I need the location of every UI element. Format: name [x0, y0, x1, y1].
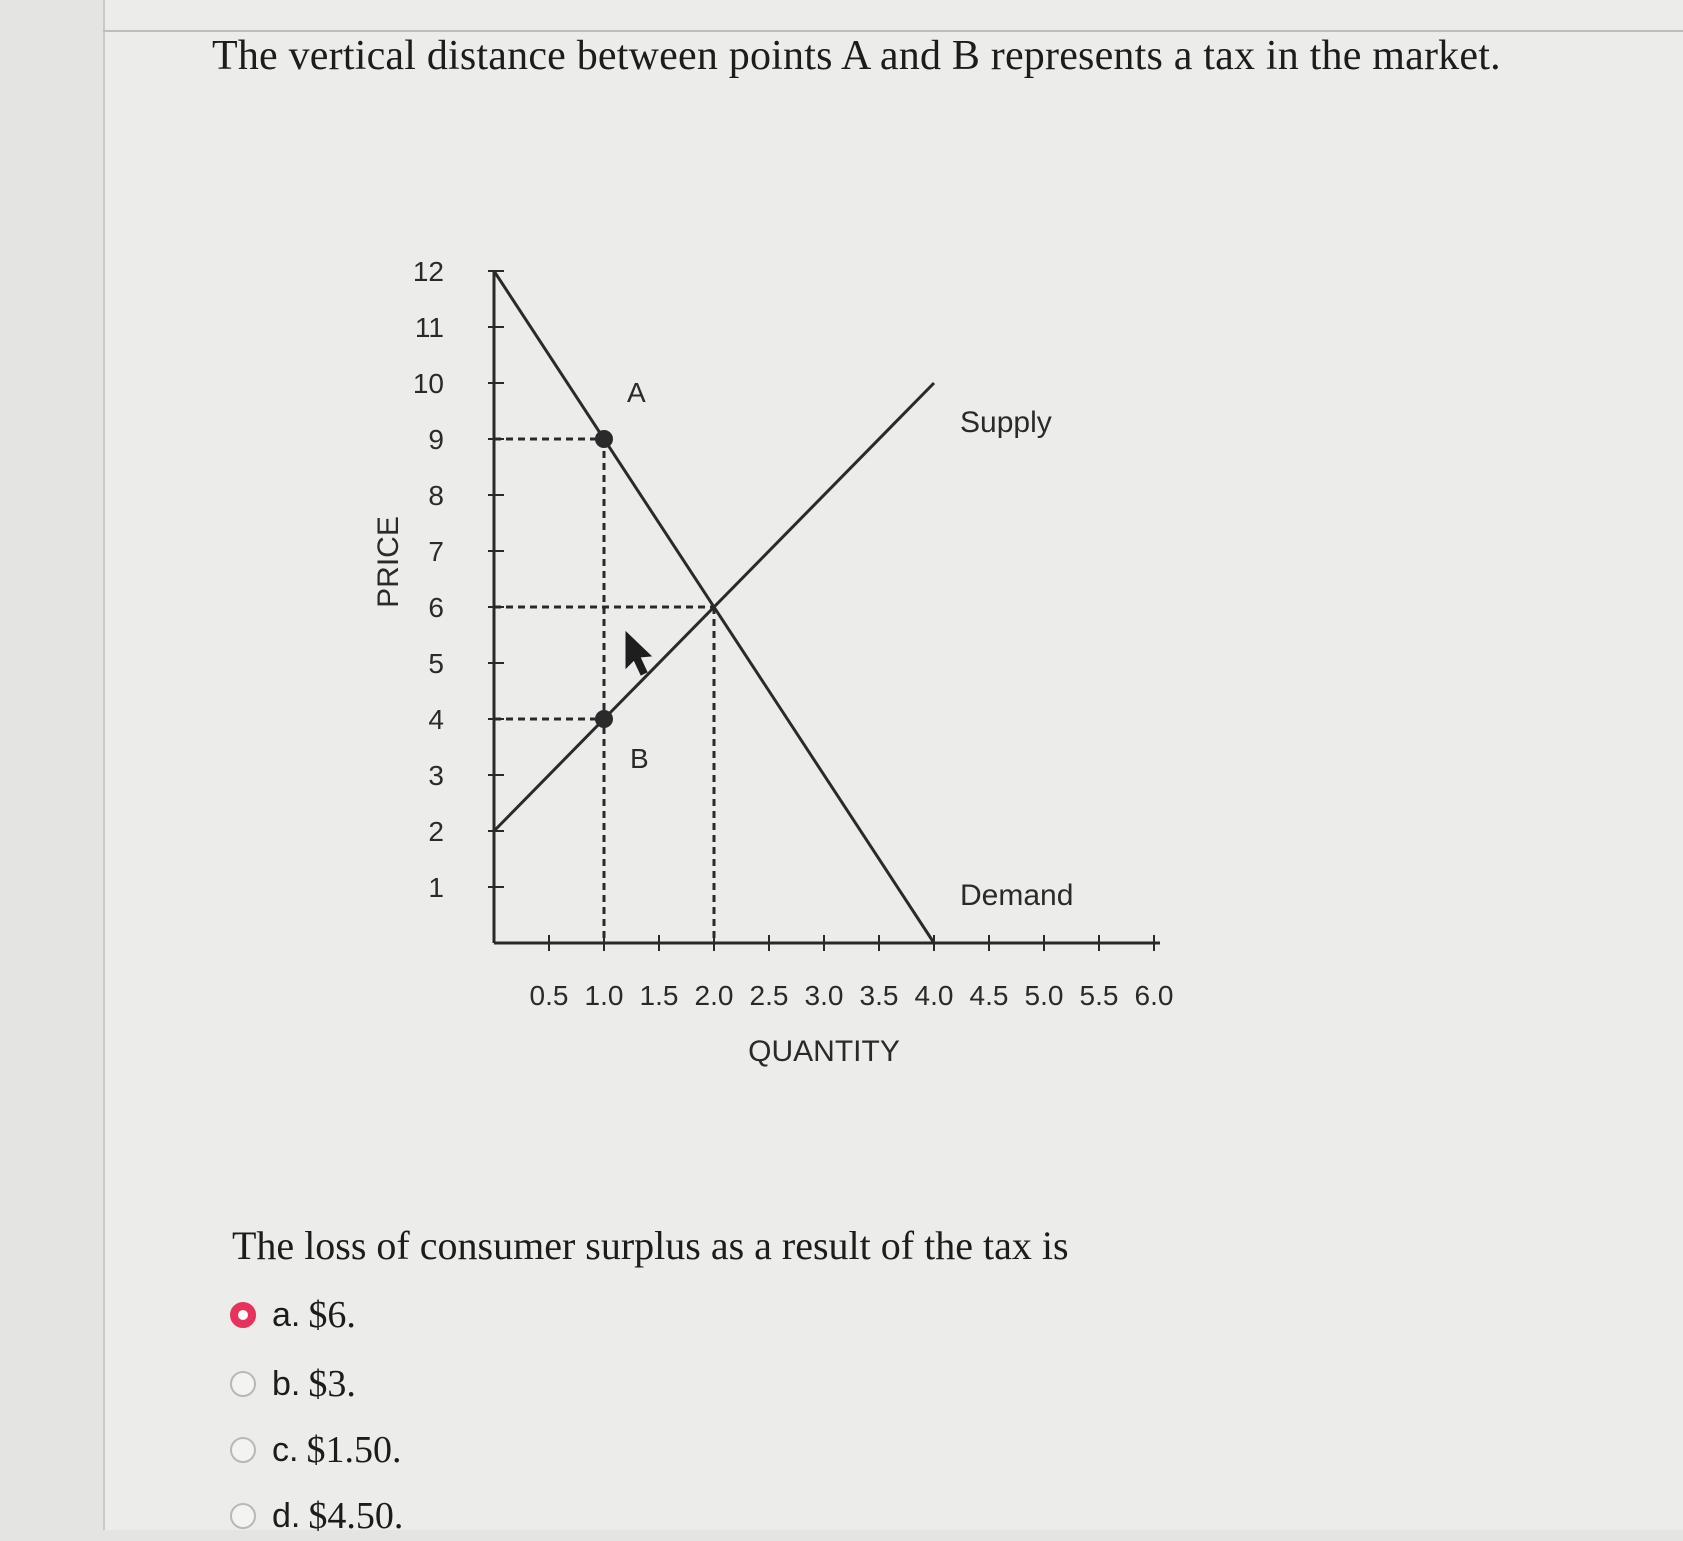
option-b-radio[interactable]: [230, 1371, 256, 1397]
x-tick-label: 0.5: [529, 980, 569, 1011]
option-b-value: $3.: [308, 1363, 356, 1405]
point-label-a: A: [627, 377, 646, 408]
x-axis-label: QUANTITY: [748, 1035, 900, 1068]
subquestion-text: The loss of consumer surplus as a result of the tax is: [232, 1223, 1069, 1268]
x-tick-label: 4.0: [914, 980, 954, 1011]
x-tick-label: 3.0: [804, 980, 844, 1011]
option-b-letter: b.: [272, 1364, 301, 1403]
x-tick-label: 2.0: [694, 980, 734, 1011]
y-tick-label: 1: [428, 872, 444, 903]
option-c[interactable]: [230, 1425, 401, 1475]
y-tick-label: 2: [428, 816, 444, 847]
y-tick-label: 3: [428, 760, 444, 791]
series-label-supply: Supply: [960, 406, 1052, 439]
x-tick-label: 3.5: [859, 980, 899, 1011]
y-axis-label: PRICE: [372, 516, 405, 608]
x-tick-label: 6.0: [1134, 980, 1174, 1011]
x-tick-label: 5.5: [1079, 980, 1119, 1011]
option-d[interactable]: [230, 1491, 403, 1541]
x-tick-group: [530, 935, 1174, 1011]
point-b: [595, 710, 613, 728]
option-a-value: $6.: [308, 1294, 356, 1336]
option-a-radio[interactable]: [230, 1302, 256, 1328]
y-tick-label: 6: [428, 592, 444, 623]
option-c-letter: c.: [272, 1430, 299, 1469]
y-tick-group: [413, 256, 504, 903]
option-b[interactable]: [230, 1359, 356, 1409]
y-tick-label: 12: [412, 256, 444, 287]
mouse-cursor-icon: [626, 632, 651, 675]
x-tick-label: 1.5: [639, 980, 679, 1011]
point-a: [595, 430, 613, 448]
option-a[interactable]: [230, 1290, 356, 1340]
option-c-radio[interactable]: [230, 1437, 256, 1463]
x-tick-label: 4.5: [969, 980, 1009, 1011]
option-a-letter: a.: [272, 1295, 301, 1334]
question-text: The vertical distance between points A and B represents a tax in the market.: [212, 33, 1501, 79]
option-d-value: $4.50.: [308, 1495, 404, 1537]
option-d-letter: d.: [272, 1496, 301, 1535]
y-tick-label: 5: [428, 648, 444, 679]
y-tick-label: 11: [414, 312, 444, 343]
y-tick-label: 8: [428, 480, 444, 511]
y-tick-label: 7: [428, 536, 444, 567]
reference-line-group: [494, 439, 714, 943]
option-c-value: $1.50.: [306, 1429, 402, 1471]
y-tick-label: 9: [428, 424, 444, 455]
x-tick-label: 1.0: [584, 980, 624, 1011]
x-tick-label: 2.5: [749, 980, 789, 1011]
x-tick-label: 5.0: [1024, 980, 1064, 1011]
option-d-radio[interactable]: [230, 1503, 256, 1529]
y-tick-label: 4: [428, 704, 444, 735]
point-label-b: B: [630, 743, 649, 774]
series-label-demand: Demand: [960, 879, 1074, 912]
y-tick-label: 10: [412, 368, 444, 399]
